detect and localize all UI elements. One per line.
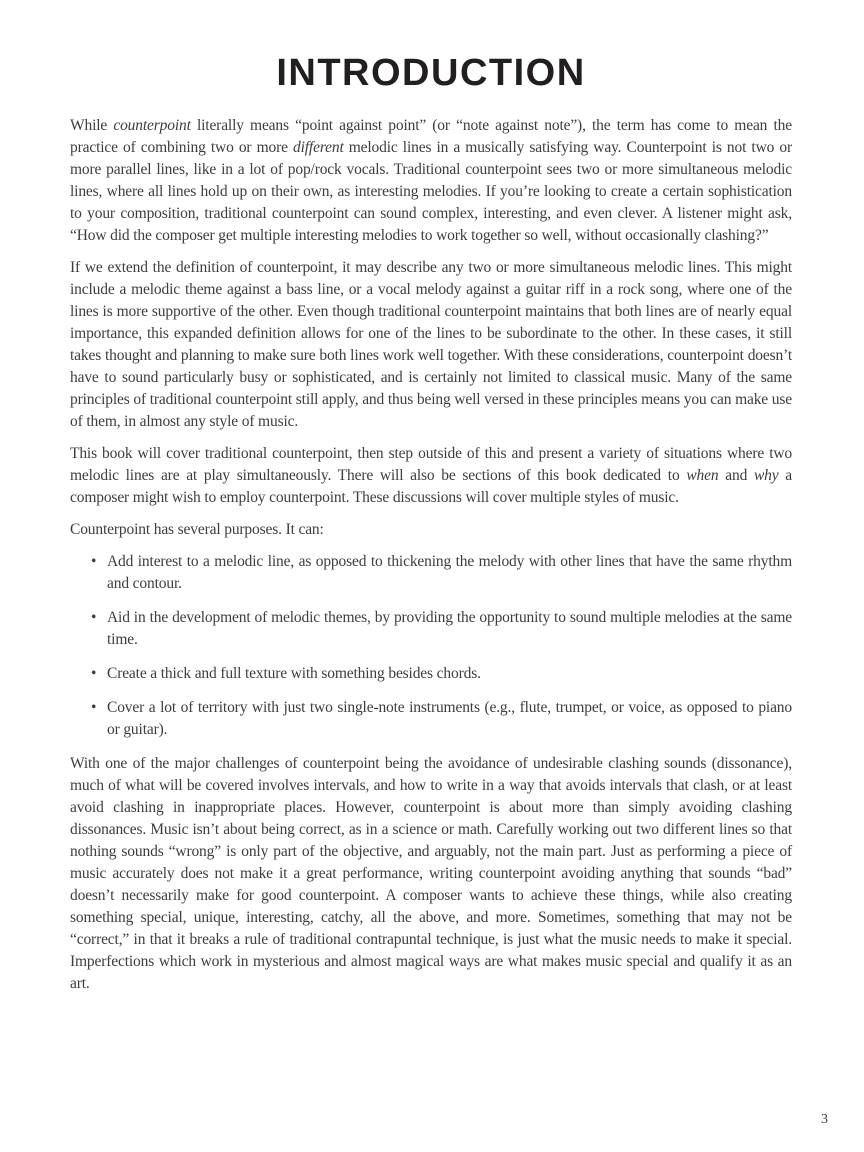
paragraph (70, 519, 792, 541)
italic-text: counterpoint (113, 117, 191, 134)
bullet-list (70, 551, 792, 741)
italic-text: why (753, 467, 779, 484)
text-run: melodic lines in a musically satisfying way. Counterpoint is not two or more parallel lines, like in a lot of pop/rock vocals. Traditional counterpoint sees two or more simultaneous melodic lines, where all lines hold up on their own, as interesting melodies. If you’re looking to create a certain sophistication to your composition, traditional counterpoint can sound complex, interesting, and even clever. A listener might ask, “How did the composer get multiple interesting melodies to work together so well, without occasionally clashing?” (70, 139, 792, 244)
text-run: If we extend the definition of counterpoint, it may describe any two or more simultaneous melodic lines. This might include a melodic theme against a bass line, or a vocal melody against a guitar riff in a rock song, where one of the lines is more supportive of the other. Even though traditional counterpoint maintains that both lines are of nearly equal importance, this expanded definition allows for one of the lines to be subordinate to the other. In these cases, it still takes thought and planning to make sure both lines work well together. With these considerations, counterpoint doesn’t have to sound particularly busy or sophisticated, and is certainly not limited to classical music. Many of the same principles of traditional counterpoint still apply, and thus being well versed in these principles means you can make use of them, in almost any style of music. (70, 259, 792, 430)
page-number: 3 (821, 1112, 828, 1127)
paragraph (70, 257, 792, 433)
text-run: This book will cover traditional counterpoint, then step outside of this and present a variety of situations where two melodic lines are at play simultaneously. There will also be sections of this book dedicated to (70, 445, 792, 484)
bullet-item (70, 551, 792, 595)
text-run: With one of the major challenges of counterpoint being the avoidance of undesirable clashing sounds (dissonance), much of what will be covered involves intervals, and how to write in a way that avoids intervals that clash, or at least avoid clashing in inappropriate places. However, counterpoint is about more than simply avoiding clashing dissonances. Music isn’t about being correct, as in a science or math. Carefully working out two different lines so that nothing sounds “wrong” is only part of the objective, and arguably, not the main part. Just as performing a piece of music accurately does not make it a great performance, writing counterpoint avoiding anything that sounds “bad” doesn’t necessarily make for good counterpoint. A composer wants to achieve these things, while also creating something special, unique, interesting, catchy, all the above, and more. Sometimes, something that may not be “correct,” in that it breaks a rule of traditional contrapuntal technique, is just what the music needs to make it special. Imperfections which work in mysterious and almost magical ways are what makes music special and qualify it as an art. (70, 755, 792, 992)
body-content (70, 115, 792, 995)
page-title: INTRODUCTION (276, 52, 586, 94)
text-run: Cover a lot of territory with just two single-note instruments (e.g., flute, trumpet, or voice, as opposed to piano or guitar). (107, 699, 792, 738)
paragraph (70, 753, 792, 995)
text-run: and (718, 467, 754, 484)
text-run: literally means “point against point” (or “note against note”), the term has come to mean the practice of combining two or more (70, 117, 792, 156)
text-run: While (70, 117, 114, 134)
bullet-item (70, 697, 792, 741)
bullet-item (70, 663, 792, 685)
italic-text: when (686, 467, 719, 484)
paragraph (70, 443, 792, 509)
text-run: Add interest to a melodic line, as opposed to thickening the melody with other lines that have the same rhythm and contour. (107, 553, 792, 592)
text-run: a composer might wish to employ counterpoint. These discussions will cover multiple styles of music. (70, 467, 792, 506)
text-run: Aid in the development of melodic themes, by providing the opportunity to sound multiple melodies at the same time. (107, 609, 792, 648)
italic-text: different (293, 139, 344, 156)
text-run: Create a thick and full texture with something besides chords. (107, 665, 481, 682)
bullet-item (70, 607, 792, 651)
paragraph (70, 115, 792, 247)
page-content (70, 52, 792, 995)
text-run: Counterpoint has several purposes. It can: (70, 521, 324, 538)
